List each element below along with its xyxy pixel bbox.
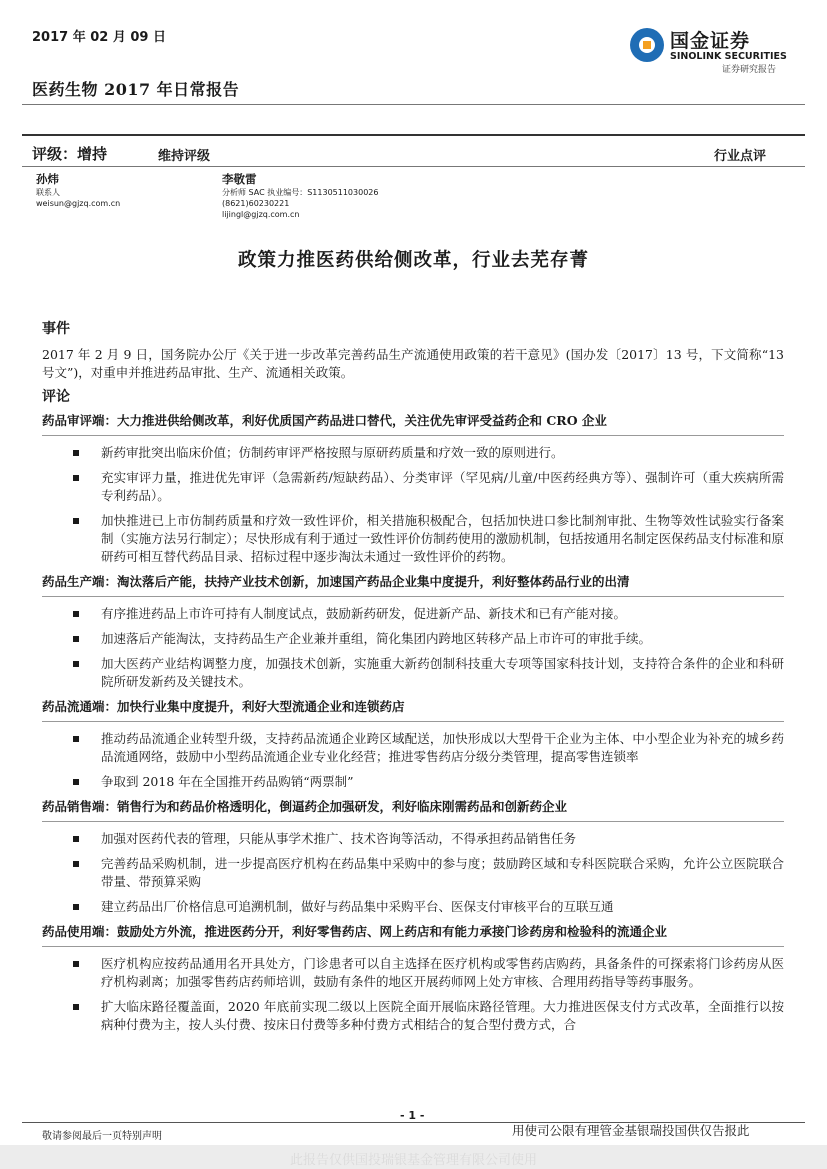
list-item	[42, 655, 784, 691]
bullet-square-icon	[73, 836, 79, 842]
section-heading: 药品流通端：加快行业集中度提升，利好大型流通企业和连锁药店	[42, 699, 405, 714]
bullet-square-icon	[73, 779, 79, 785]
list-item	[42, 898, 784, 916]
analyst-card	[36, 172, 120, 209]
list-item	[42, 730, 784, 766]
bullet-square-icon	[73, 736, 79, 742]
section-heading: 药品审评端：大力推进供给侧改革，利好优质国产药品进口替代，关注优先审评受益药企和 CRO 企业	[42, 413, 607, 428]
report-header	[0, 0, 827, 160]
bullet-square-icon	[73, 518, 79, 524]
report-date: 2017 年 02 月 09 日	[32, 30, 166, 45]
list-item-text: 完善药品采购机制，进一步提高医疗机构在药品集中采购中的参与度；鼓励跨区域和专科医院联合采购，允许公立医院联合带量、带预算采购	[101, 856, 784, 889]
list-item	[42, 512, 784, 566]
list-item	[42, 630, 784, 648]
list-item-text: 加大医药产业结构调整力度，加强技术创新，实施重大新药创制科技重大专项等国家科技计划，支持符合条件的企业和科研院所研发新药及关键技术。	[101, 656, 784, 689]
section-rule	[42, 946, 784, 947]
section-rule	[42, 721, 784, 722]
analyst-phone: (8621)60230221	[222, 199, 290, 208]
analyst-email[interactable]: lijingl@gjzq.com.cn	[222, 210, 300, 219]
logo-english-name: SINOLINK SECURITIES	[670, 51, 787, 62]
rating-status: 维持评级	[158, 149, 211, 164]
list-item-text: 推动药品流通企业转型升级，支持药品流通企业跨区域配送，加快形成以大型骨干企业为主体、中小型企业为补充的城乡药品流通网络，鼓励中小型药品流通企业专业化经营；推进零售药店分级分类管理，提高零售连锁率	[101, 731, 784, 764]
list-item	[42, 444, 784, 462]
list-item-text: 争取到 2018 年在全国推开药品购销“两票制”	[101, 774, 354, 789]
section-heading: 药品销售端：销售行为和药品价格透明化，倒逼药企加强研发，利好临床刚需药品和创新药企业	[42, 799, 568, 814]
report-series-title: 医药生物 2017 年日常报告	[32, 80, 240, 99]
section-rule	[42, 596, 784, 597]
list-item-text: 医疗机构应按药品通用名开具处方，门诊患者可以自主选择在医疗机构或零售药店购药，具备条件的可探索将门诊药房从医疗机构剥离；加强零售药店药师培训，鼓励有条件的地区开展药师网上处方审核、合理用药指导等药事服务。	[101, 956, 784, 989]
report-headline: 政策力推医药供给侧改革，行业去芜存菁	[237, 250, 589, 271]
logo-chinese-name: 国金证券	[670, 30, 751, 52]
bullet-square-icon	[73, 861, 79, 867]
bullet-square-icon	[73, 1004, 79, 1010]
section-rule	[42, 821, 784, 822]
logo-subtitle: 证券研究报告	[722, 65, 777, 75]
report-body	[42, 320, 784, 1041]
list-item-text: 加快推进已上市仿制药质量和疗效一致性评价，相关措施积极配合，包括加快进口参比制剂审批、生物等效性试验实行备案制（实施方法另行制定）；尽快形成有利于通过一致性评价仿制药使用的激励机制，包括按通用名制定医保药品支付标准和原研药可相互替代药品目录、招标过程中逐步淘汰未通过一致性评价的药物。	[101, 513, 784, 564]
bullet-square-icon	[73, 904, 79, 910]
list-item	[42, 605, 784, 623]
list-item-text: 新药审批突出临床价值；仿制药审评严格按照与原研药质量和疗效一致的原则进行。	[101, 445, 564, 460]
section-heading: 药品使用端：鼓励处方外流，推进医药分开，利好零售药店、网上药店和有能力承接门诊药房和检验科的流通企业	[42, 924, 668, 939]
bullet-square-icon	[73, 475, 79, 481]
watermark-text: 此报告仅供国投瑞银基金管理有限公司使用	[289, 1153, 537, 1168]
footer-mirrored-notice: 用使司公限有理管金基银瑞投国供仅告报此	[512, 1123, 750, 1138]
list-item-text: 充实审评力量，推进优先审评（急需新药/短缺药品）、分类审评（罕见病/儿童/中医药经典方等）、强制许可（重大疾病所需专利药品）。	[101, 470, 784, 503]
list-item	[42, 830, 784, 848]
footer-disclaimer-note: 敬请参阅最后一页特别声明	[42, 1131, 162, 1142]
analyst-name: 李敬雷	[222, 172, 257, 186]
bullet-square-icon	[73, 611, 79, 617]
list-item	[42, 998, 784, 1034]
list-item-text: 扩大临床路径覆盖面，2020 年底前实现二级以上医院全面开展临床路径管理。大力推进医保支付方式改革，全面推行以按病种付费为主，按人头付费、按床日付费等多种付费方式相结合的复合型付费方式，合	[101, 999, 784, 1032]
bullet-square-icon	[73, 450, 79, 456]
bullet-square-icon	[73, 636, 79, 642]
header-divider	[22, 104, 805, 105]
list-item	[42, 855, 784, 891]
bullet-square-icon	[73, 961, 79, 967]
bullet-square-icon	[73, 661, 79, 667]
section-heading: 药品生产端：淘汰落后产能，扶持产业技术创新，加速国产药品企业集中度提升，利好整体药品行业的出清	[42, 574, 630, 589]
analyst-name: 孙炜	[36, 172, 59, 186]
list-item-text: 加速落后产能淘汰，支持药品生产企业兼并重组，简化集团内跨地区转移产品上市许可的审批手续。	[101, 631, 652, 646]
analyst-card	[222, 172, 378, 220]
list-item-text: 有序推进药品上市许可持有人制度试点，鼓励新药研发，促进新产品、新技术和已有产能对接。	[101, 606, 627, 621]
list-item	[42, 773, 784, 791]
event-paragraph: 2017 年 2 月 9 日，国务院办公厅《关于进一步改革完善药品生产流通使用政策的若干意见》(国办发〔2017〕13 号，下文简称“13 号文”)，对重申并推进药品审批、生产、流通相关政策。	[42, 347, 784, 380]
rating-bottom-divider	[22, 166, 805, 167]
event-title: 事件	[42, 321, 70, 337]
list-item	[42, 469, 784, 505]
analyst-license: 分析师 SAC 执业编号：S1130511030026	[222, 188, 379, 197]
rating-label: 评级：增持	[32, 145, 108, 163]
rating-top-divider	[22, 134, 805, 136]
list-item	[42, 955, 784, 991]
report-category: 行业点评	[714, 149, 767, 164]
logo-mark-icon	[630, 28, 664, 62]
analyst-role: 联系人	[36, 188, 60, 197]
section-rule	[42, 435, 784, 436]
page-number: - 1 -	[396, 1109, 428, 1122]
analyst-email[interactable]: weisun@gjzq.com.cn	[36, 199, 121, 208]
comment-title: 评论	[42, 389, 70, 405]
list-item-text: 加强对医药代表的管理，只能从事学术推广、技术咨询等活动，不得承担药品销售任务	[101, 831, 577, 846]
list-item-text: 建立药品出厂价格信息可追溯机制，做好与药品集中采购平台、医保支付审核平台的互联互通	[101, 899, 614, 914]
